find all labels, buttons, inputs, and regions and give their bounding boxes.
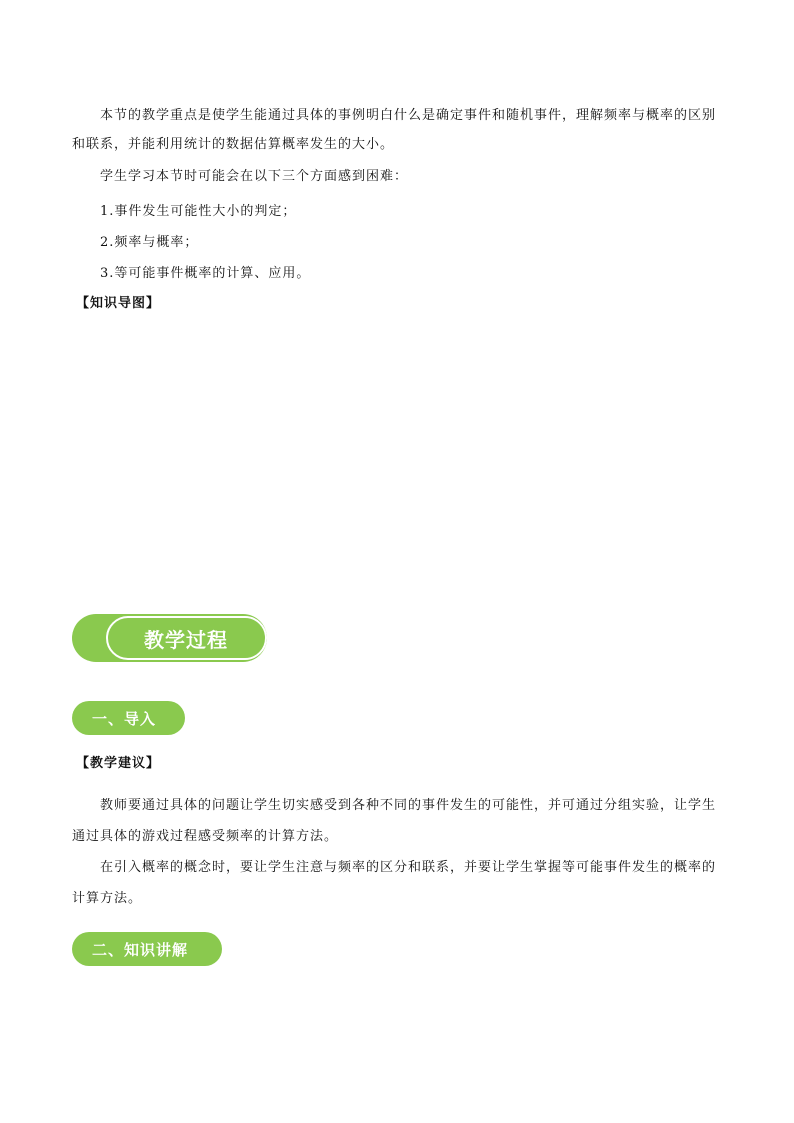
intro-paragraph-focus: 本节的教学重点是使学生能通过具体的事例明白什么是确定事件和随机事件，理解频率与概率的区别和联系，并能利用统计的数据估算概率发生的大小。 — [72, 108, 717, 152]
suggestion-paragraph-1: 教师要通过具体的问题让学生切实感受到各种不同的事件发生的可能性，并可通过分组实验，让学生通过具体的游戏过程感受频率的计算方法。 — [72, 798, 717, 844]
suggestion-paragraph-2: 在引入概率的概念时，要让学生注意与频率的区分和联系，并要让学生掌握等可能事件发生的概率的计算方法。 — [72, 860, 717, 906]
section-pill-intro-title: 一、导入 — [92, 710, 157, 728]
section-banner-teaching-process — [72, 614, 267, 662]
difficulty-item-3: 3.等可能事件概率的计算、应用。 — [100, 266, 311, 281]
teaching-suggestion-label: 【教学建议】 — [76, 756, 161, 771]
section-pill-intro — [72, 701, 185, 735]
section-pill-knowledge — [72, 932, 222, 966]
intro-paragraph-difficulty: 学生学习本节时可能会在以下三个方面感到困难： — [100, 169, 409, 184]
section-pill-knowledge-title: 二、知识讲解 — [92, 941, 189, 959]
difficulty-item-2: 2.频率与概率； — [100, 235, 199, 250]
section-banner-title: 教学过程 — [144, 628, 228, 652]
knowledge-map-label: 【知识导图】 — [76, 296, 161, 311]
difficulty-item-1: 1.事件发生可能性大小的判定； — [100, 204, 297, 219]
section-banner-inner-pill — [106, 616, 267, 660]
